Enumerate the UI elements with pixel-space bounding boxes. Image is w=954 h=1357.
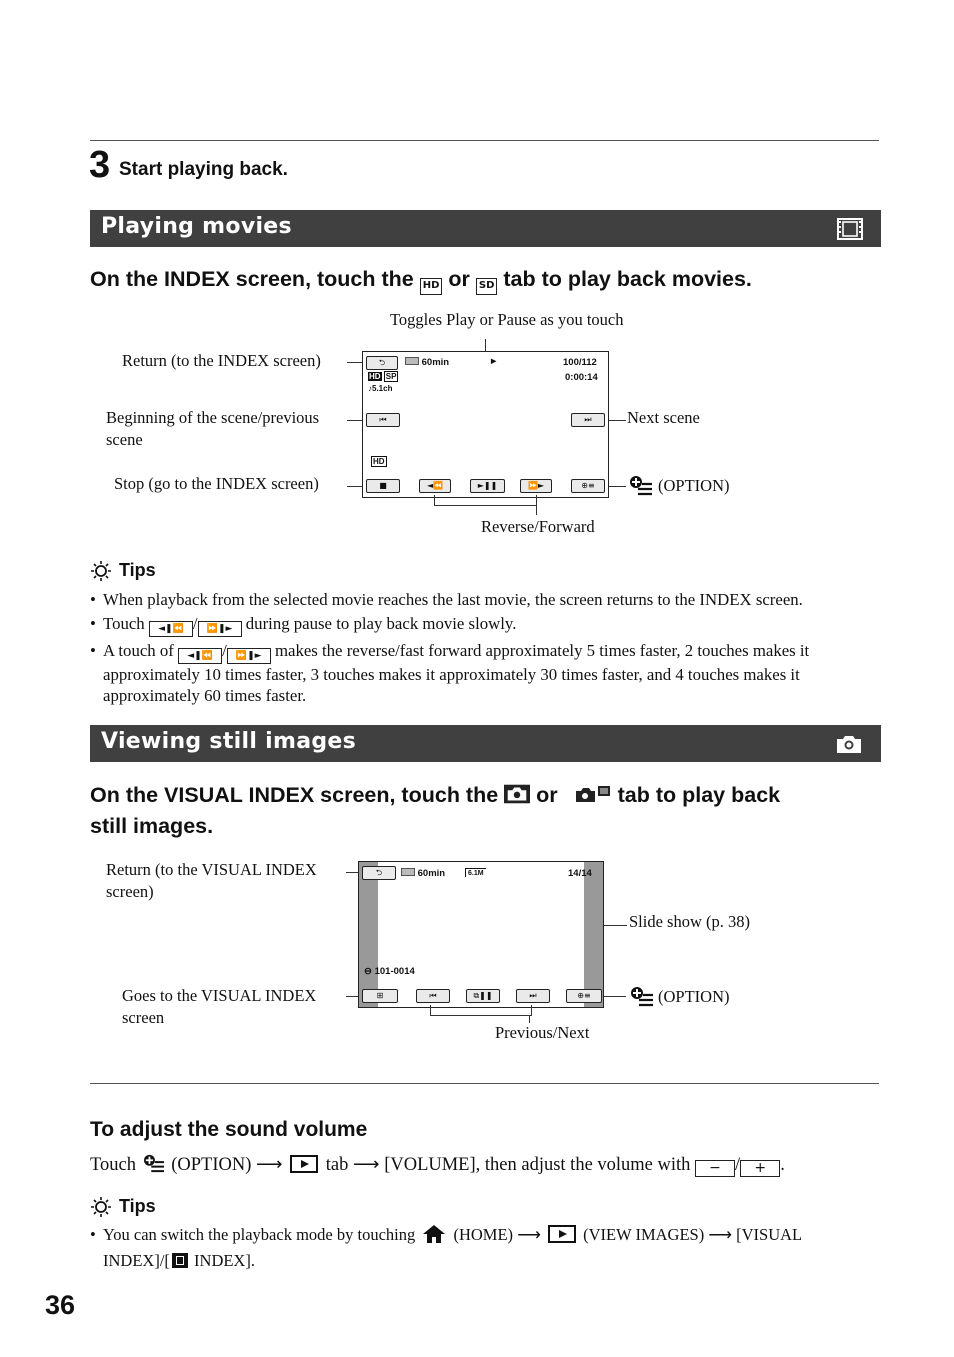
label-line: Goes to the VISUAL INDEX: [122, 986, 317, 1005]
reverse-button[interactable]: ◄⏪: [419, 479, 451, 493]
return-button[interactable]: ⮌: [366, 356, 398, 370]
tips1-list: [90, 589, 880, 706]
leader-line: [531, 1005, 532, 1015]
hd-tab-icon: HD: [420, 278, 443, 295]
subheading-text-end: tab to play back movies.: [503, 267, 752, 291]
beginning-label: Beginning of the scene/previous scene: [106, 408, 320, 449]
subheading-or: or: [536, 783, 558, 807]
audio-indicator: ♪5.1ch: [368, 384, 393, 393]
tip-item: • Touch ◄❚⏪ / ⏩❚► during pause to play back movie slowly.: [90, 613, 880, 637]
leader-line: [536, 495, 537, 505]
next-scene-button[interactable]: ⏭: [571, 413, 605, 427]
previous-scene-button[interactable]: ⏮: [366, 413, 400, 427]
arrow-right-icon: ⟶: [256, 1155, 283, 1175]
goto-visual-label: [122, 985, 316, 1029]
instruction-text: (OPTION): [171, 1155, 252, 1175]
battery-text: 60min: [417, 868, 446, 879]
next-button[interactable]: ⏭: [516, 989, 550, 1003]
instruction-text: [VOLUME], then adjust the volume with: [384, 1155, 691, 1175]
leader-line: [347, 362, 363, 363]
leader-line: [606, 420, 626, 421]
tip-text: You can switch the playback mode by touching: [103, 1225, 416, 1244]
tip-item: [90, 1224, 880, 1274]
leader-line: [430, 1015, 532, 1016]
slideshow-label: Slide show (p. 38): [629, 912, 750, 931]
reverse-key-icon: ◄❚⏪: [149, 621, 193, 637]
subheading-text: On the VISUAL INDEX screen, touch the: [90, 783, 499, 807]
section-band-viewing-still-images: [90, 725, 881, 762]
section-rule: [90, 1083, 879, 1084]
visual-index-button[interactable]: ⊞: [362, 989, 398, 1003]
tip-item: • A touch of ◄❚⏪ / ⏩❚► makes the reverse/fast forward approximately 5 times faster, 2 touches makes it approximately 10 times faster, 3 touches makes it approximately 30 times faster, and 4 touches makes it approximately 60 times faster.: [90, 641, 810, 705]
hd-badge: HD: [373, 457, 385, 466]
subheading-text-end: still images.: [90, 814, 214, 838]
option-icon: [628, 474, 654, 501]
still-image-playback-screen: [358, 861, 604, 1008]
stop-label: Stop (go to the INDEX screen): [114, 474, 319, 493]
battery-indicator: [401, 868, 445, 879]
subheading-text: On the INDEX screen, touch the: [90, 267, 414, 291]
arrow-right-icon: ⟶: [708, 1225, 733, 1244]
sp-mark: SP: [385, 372, 397, 381]
tip-text: INDEX]/[: [103, 1251, 170, 1270]
section-title: Viewing still images: [101, 729, 357, 754]
playback-tab-icon: [290, 1155, 318, 1179]
scene-counter: 100/112: [563, 357, 597, 368]
play-status-icon: ►: [489, 356, 499, 367]
return-label: Return (to the INDEX screen): [122, 351, 321, 370]
tips-bulb-icon: [90, 1196, 112, 1223]
tip-text: When playback from the selected movie reaches the last movie, the screen returns to the INDEX screen.: [103, 590, 803, 609]
option-label: (OPTION): [658, 476, 730, 495]
view-images-icon: [548, 1225, 576, 1249]
section-title: Playing movies: [101, 214, 292, 239]
option-icon: [141, 1153, 167, 1179]
tips-bulb-icon: [90, 560, 112, 587]
time-code: 0:00:14: [565, 372, 598, 383]
letterbox-right: [584, 862, 603, 1007]
leader-line: [602, 996, 626, 997]
reverse-forward-label: Reverse/Forward: [481, 517, 595, 536]
bullet: •: [90, 590, 96, 609]
label-line: screen: [122, 1008, 165, 1027]
letterbox-left: [359, 862, 378, 1007]
bullet: •: [90, 641, 96, 660]
tip-text: Touch: [103, 614, 145, 633]
volume-up-key: +: [740, 1160, 780, 1177]
memory-card-tab-icon: [574, 783, 612, 812]
bullet: •: [90, 614, 96, 633]
return-button[interactable]: ⮌: [362, 866, 396, 880]
arrow-right-icon: ⟶: [517, 1225, 541, 1244]
leader-line: [434, 505, 537, 506]
label-line: Return (to the VISUAL INDEX: [106, 860, 317, 879]
tips-heading: Tips: [119, 1196, 156, 1216]
hd-mark: HD: [369, 372, 381, 381]
section-band-playing-movies: [90, 210, 881, 247]
arrow-right-icon: ⟶: [353, 1155, 380, 1175]
leader-line: [606, 486, 626, 487]
tips-heading: Tips: [119, 560, 156, 580]
subheading-or: or: [448, 267, 470, 291]
movie-playback-screen: [362, 351, 609, 498]
quality-indicator: [368, 372, 398, 381]
leader-line: [347, 420, 363, 421]
top-rule: [90, 140, 879, 141]
section2-subheading: [90, 781, 880, 841]
tip-item: [90, 589, 880, 610]
sd-tab-icon: SD: [476, 278, 498, 295]
section1-subheading: [90, 265, 752, 295]
file-number: ⊖ 101-0014: [364, 966, 415, 977]
battery-text: 60min: [421, 357, 450, 368]
step-number: 3: [89, 144, 111, 186]
film-index-icon: [172, 1252, 188, 1274]
step-title: Start playing back.: [119, 159, 288, 180]
battery-indicator: [405, 357, 449, 368]
leader-line: [347, 486, 363, 487]
tip-text: (VIEW IMAGES): [583, 1225, 705, 1244]
toggle-label: Toggles Play or Pause as you touch: [390, 310, 624, 329]
tip-text: during pause to play back movie slowly.: [245, 614, 517, 633]
option-icon: [629, 985, 655, 1012]
option-button[interactable]: ⊕≡: [571, 479, 605, 493]
leader-line: [434, 495, 435, 505]
instruction-text: Touch: [90, 1155, 136, 1175]
play-pause-button[interactable]: ►❚❚: [470, 479, 505, 493]
volume-down-key: −: [695, 1160, 735, 1177]
reverse-key-icon: ◄❚⏪: [178, 648, 222, 664]
volume-heading: To adjust the sound volume: [90, 1118, 368, 1141]
home-icon: [422, 1224, 446, 1250]
file-number-text: 101-0014: [374, 966, 415, 977]
tip-text: INDEX].: [194, 1251, 255, 1270]
image-size-indicator: 6.1M: [465, 868, 486, 877]
tip-text: makes the reverse/fast forward approximately 5 times faster, 2 touches makes it approximately 10 times faster, 3 touches makes it approximately 30 times faster, and 4 touches makes it approximately 60 times faster.: [103, 641, 810, 705]
tip-text: (HOME): [453, 1225, 514, 1244]
forward-key-icon: ⏩❚►: [227, 648, 271, 664]
option-button[interactable]: ⊕≡: [566, 989, 602, 1003]
image-counter: 14/14: [568, 868, 592, 879]
forward-key-icon: ⏩❚►: [198, 621, 242, 637]
leader-line: [430, 1005, 431, 1015]
camera-icon: [835, 734, 863, 759]
camera-tab-icon: [504, 783, 530, 812]
page-number: 36: [45, 1290, 76, 1320]
volume-instruction: Touch (OPTION) ⟶ tab ⟶ [VOLUME], then adjust the volume with − / + .: [90, 1153, 785, 1179]
subheading-text: tab to play back: [617, 783, 781, 807]
film-icon: [837, 218, 863, 245]
option-label: (OPTION): [658, 987, 730, 1006]
next-scene-label: Next scene: [627, 408, 700, 427]
forward-button[interactable]: ⏩►: [520, 479, 552, 493]
stop-button[interactable]: ■: [366, 479, 400, 493]
leader-line: [536, 505, 537, 515]
instruction-text: tab: [325, 1155, 349, 1175]
tip-text: [VISUAL: [736, 1225, 803, 1244]
bullet: •: [90, 1225, 96, 1244]
tip-text: A touch of: [103, 641, 174, 660]
previous-button[interactable]: ⏮: [416, 989, 450, 1003]
tips2-list: [90, 1224, 880, 1274]
label-line: screen): [106, 882, 154, 901]
previous-next-label: Previous/Next: [495, 1023, 590, 1042]
return-visual-label: [106, 859, 317, 903]
slideshow-button[interactable]: ⧉❚❚: [466, 989, 500, 1003]
